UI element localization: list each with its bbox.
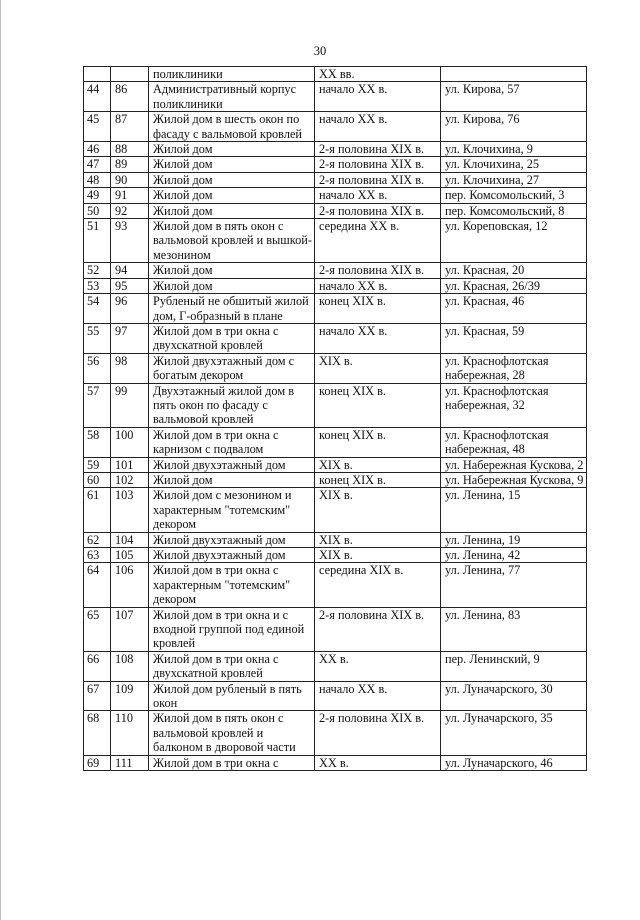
address-cell: ул. Ленина, 15 [441, 488, 587, 532]
table-row [84, 711, 587, 755]
row-number-cell: 62 [84, 532, 111, 547]
object-name-cell: Жилой дом [149, 472, 315, 487]
dating-cell: середина XIX в. [315, 563, 441, 607]
object-id-cell: 108 [111, 651, 149, 681]
object-id-cell [111, 67, 149, 82]
dating-cell: конец XIX в. [315, 383, 441, 427]
object-id-cell: 95 [111, 278, 149, 293]
object-name-cell: Жилой дом [149, 263, 315, 278]
address-cell: ул. Луначарского, 35 [441, 711, 587, 755]
row-number-cell: 51 [84, 219, 111, 263]
table-row [84, 112, 587, 142]
object-name-cell: Жилой двухэтажный дом [149, 532, 315, 547]
row-number-cell: 59 [84, 457, 111, 472]
row-number-cell: 55 [84, 323, 111, 353]
dating-cell: XX в. [315, 651, 441, 681]
object-name-cell: Жилой дом в три окна с карнизом с подвалом [149, 427, 315, 457]
page-number: 30 [313, 44, 327, 58]
dating-cell: начало XX в. [315, 112, 441, 142]
object-id-cell: 102 [111, 472, 149, 487]
address-cell: ул. Кирова, 57 [441, 82, 587, 112]
object-name-cell: Жилой дом в пять окон с вальмовой кровлей и вышкой-мезонином [149, 219, 315, 263]
address-cell: ул. Клочихина, 9 [441, 142, 587, 157]
address-cell: ул. Набережная Кускова, 9 [441, 472, 587, 487]
table-row [84, 157, 587, 172]
dating-cell: XIX в. [315, 548, 441, 563]
object-name-cell: Жилой двухэтажный дом [149, 548, 315, 563]
address-cell: ул. Ленина, 19 [441, 532, 587, 547]
address-cell: ул. Луначарского, 30 [441, 681, 587, 711]
object-id-cell: 96 [111, 294, 149, 324]
table-row [84, 755, 587, 770]
object-id-cell: 110 [111, 711, 149, 755]
dating-cell: начало XX в. [315, 188, 441, 203]
object-name-cell: Жилой дом в шесть окон по фасаду с вальмовой кровлей [149, 112, 315, 142]
address-cell: ул. Красная, 46 [441, 294, 587, 324]
table-row [84, 263, 587, 278]
row-number-cell: 49 [84, 188, 111, 203]
address-cell: ул. Краснофлотская набережная, 32 [441, 383, 587, 427]
table-row [84, 607, 587, 651]
address-cell: ул. Кореповская, 12 [441, 219, 587, 263]
address-cell: ул. Клочихина, 25 [441, 157, 587, 172]
table-row [84, 681, 587, 711]
row-number-cell: 45 [84, 112, 111, 142]
object-id-cell: 92 [111, 203, 149, 218]
table-row [84, 188, 587, 203]
row-number-cell: 67 [84, 681, 111, 711]
object-name-cell: Жилой дом [149, 203, 315, 218]
object-name-cell: Жилой дом [149, 142, 315, 157]
table-row [84, 427, 587, 457]
object-id-cell: 103 [111, 488, 149, 532]
address-cell: ул. Луначарского, 46 [441, 755, 587, 770]
row-number-cell: 56 [84, 353, 111, 383]
row-number-cell: 68 [84, 711, 111, 755]
object-name-cell: Рубленый не обшитый жилой дом, Г-образный в плане [149, 294, 315, 324]
object-name-cell: Административный корпус поликлиники [149, 82, 315, 112]
table-row [84, 172, 587, 187]
address-cell: ул. Ленина, 83 [441, 607, 587, 651]
object-id-cell: 100 [111, 427, 149, 457]
row-number-cell: 44 [84, 82, 111, 112]
object-id-cell: 99 [111, 383, 149, 427]
object-id-cell: 109 [111, 681, 149, 711]
address-cell: ул. Кирова, 76 [441, 112, 587, 142]
table-row [84, 548, 587, 563]
address-cell: ул. Ленина, 77 [441, 563, 587, 607]
address-cell: пер. Ленинский, 9 [441, 651, 587, 681]
dating-cell: 2-я половина XIX в. [315, 172, 441, 187]
address-cell: ул. Краснофлотская набережная, 28 [441, 353, 587, 383]
dating-cell: XIX в. [315, 532, 441, 547]
object-id-cell: 97 [111, 323, 149, 353]
row-number-cell: 52 [84, 263, 111, 278]
object-id-cell: 104 [111, 532, 149, 547]
dating-cell: XIX в. [315, 353, 441, 383]
dating-cell: конец XIX в. [315, 427, 441, 457]
object-id-cell: 93 [111, 219, 149, 263]
dating-cell: конец XIX в. [315, 294, 441, 324]
object-name-cell: Жилой двухэтажный дом с богатым декором [149, 353, 315, 383]
object-id-cell: 106 [111, 563, 149, 607]
object-id-cell: 90 [111, 172, 149, 187]
address-cell [441, 67, 587, 82]
object-id-cell: 94 [111, 263, 149, 278]
object-name-cell: поликлиники [149, 67, 315, 82]
table-row [84, 651, 587, 681]
table-row [84, 488, 587, 532]
row-number-cell: 54 [84, 294, 111, 324]
object-id-cell: 87 [111, 112, 149, 142]
dating-cell: середина XX в. [315, 219, 441, 263]
address-cell: ул. Клочихина, 27 [441, 172, 587, 187]
row-number-cell: 63 [84, 548, 111, 563]
object-name-cell: Жилой дом с мезонином и характерным "тотемским" декором [149, 488, 315, 532]
object-name-cell: Жилой дом в три окна и с входной группой под единой кровлей [149, 607, 315, 651]
object-name-cell: Жилой дом [149, 278, 315, 293]
table-row [84, 457, 587, 472]
dating-cell: начало XX в. [315, 681, 441, 711]
table-row [84, 294, 587, 324]
row-number-cell: 60 [84, 472, 111, 487]
row-number-cell: 66 [84, 651, 111, 681]
table-row [84, 383, 587, 427]
object-id-cell: 105 [111, 548, 149, 563]
object-name-cell: Двухэтажный жилой дом в пять окон по фасаду с вальмовой кровлей [149, 383, 315, 427]
object-id-cell: 98 [111, 353, 149, 383]
dating-cell: 2-я половина XIX в. [315, 263, 441, 278]
object-name-cell: Жилой дом [149, 188, 315, 203]
object-name-cell: Жилой дом [149, 157, 315, 172]
object-name-cell: Жилой дом в три окна с [149, 755, 315, 770]
object-id-cell: 86 [111, 82, 149, 112]
table-row [84, 278, 587, 293]
address-cell: пер. Комсомольский, 8 [441, 203, 587, 218]
row-number-cell: 53 [84, 278, 111, 293]
dating-cell: XX вв. [315, 67, 441, 82]
address-cell: ул. Ленина, 42 [441, 548, 587, 563]
dating-cell: 2-я половина XIX в. [315, 607, 441, 651]
table-row [84, 67, 587, 82]
object-id-cell: 107 [111, 607, 149, 651]
dating-cell: XIX в. [315, 488, 441, 532]
dating-cell: конец XIX в. [315, 472, 441, 487]
row-number-cell [84, 67, 111, 82]
address-cell: ул. Красная, 26/39 [441, 278, 587, 293]
table-row [84, 203, 587, 218]
row-number-cell: 65 [84, 607, 111, 651]
object-name-cell: Жилой дом в три окна с характерным "тотемским" декором [149, 563, 315, 607]
object-id-cell: 91 [111, 188, 149, 203]
object-name-cell: Жилой дом в три окна с двухскатной кровлей [149, 323, 315, 353]
object-id-cell: 89 [111, 157, 149, 172]
dating-cell: 2-я половина XIX в. [315, 203, 441, 218]
table-body [84, 67, 587, 771]
object-name-cell: Жилой двухэтажный дом [149, 457, 315, 472]
row-number-cell: 61 [84, 488, 111, 532]
dating-cell: XIX в. [315, 457, 441, 472]
dating-cell: начало XX в. [315, 323, 441, 353]
address-cell: ул. Краснофлотская набережная, 48 [441, 427, 587, 457]
table-row [84, 353, 587, 383]
address-cell: пер. Комсомольский, 3 [441, 188, 587, 203]
row-number-cell: 47 [84, 157, 111, 172]
row-number-cell: 69 [84, 755, 111, 770]
object-name-cell: Жилой дом в три окна с двухскатной кровлей [149, 651, 315, 681]
object-id-cell: 88 [111, 142, 149, 157]
table-row [84, 323, 587, 353]
row-number-cell: 58 [84, 427, 111, 457]
table-row [84, 82, 587, 112]
table-row [84, 563, 587, 607]
dating-cell: XX в. [315, 755, 441, 770]
row-number-cell: 46 [84, 142, 111, 157]
object-name-cell: Жилой дом рубленый в пять окон [149, 681, 315, 711]
address-cell: ул. Красная, 20 [441, 263, 587, 278]
dating-cell: 2-я половина XIX в. [315, 142, 441, 157]
table-row [84, 472, 587, 487]
row-number-cell: 64 [84, 563, 111, 607]
dating-cell: 2-я половина XIX в. [315, 157, 441, 172]
heritage-objects-table [83, 66, 587, 771]
dating-cell: 2-я половина XIX в. [315, 711, 441, 755]
dating-cell: начало XX в. [315, 82, 441, 112]
row-number-cell: 57 [84, 383, 111, 427]
address-cell: ул. Набережная Кускова, 2 [441, 457, 587, 472]
address-cell: ул. Красная, 59 [441, 323, 587, 353]
table-row [84, 532, 587, 547]
table-row [84, 142, 587, 157]
object-id-cell: 101 [111, 457, 149, 472]
object-name-cell: Жилой дом в пять окон с вальмовой кровлей и балконом в дворовой части [149, 711, 315, 755]
row-number-cell: 48 [84, 172, 111, 187]
object-name-cell: Жилой дом [149, 172, 315, 187]
row-number-cell: 50 [84, 203, 111, 218]
object-id-cell: 111 [111, 755, 149, 770]
dating-cell: начало XX в. [315, 278, 441, 293]
table-row [84, 219, 587, 263]
